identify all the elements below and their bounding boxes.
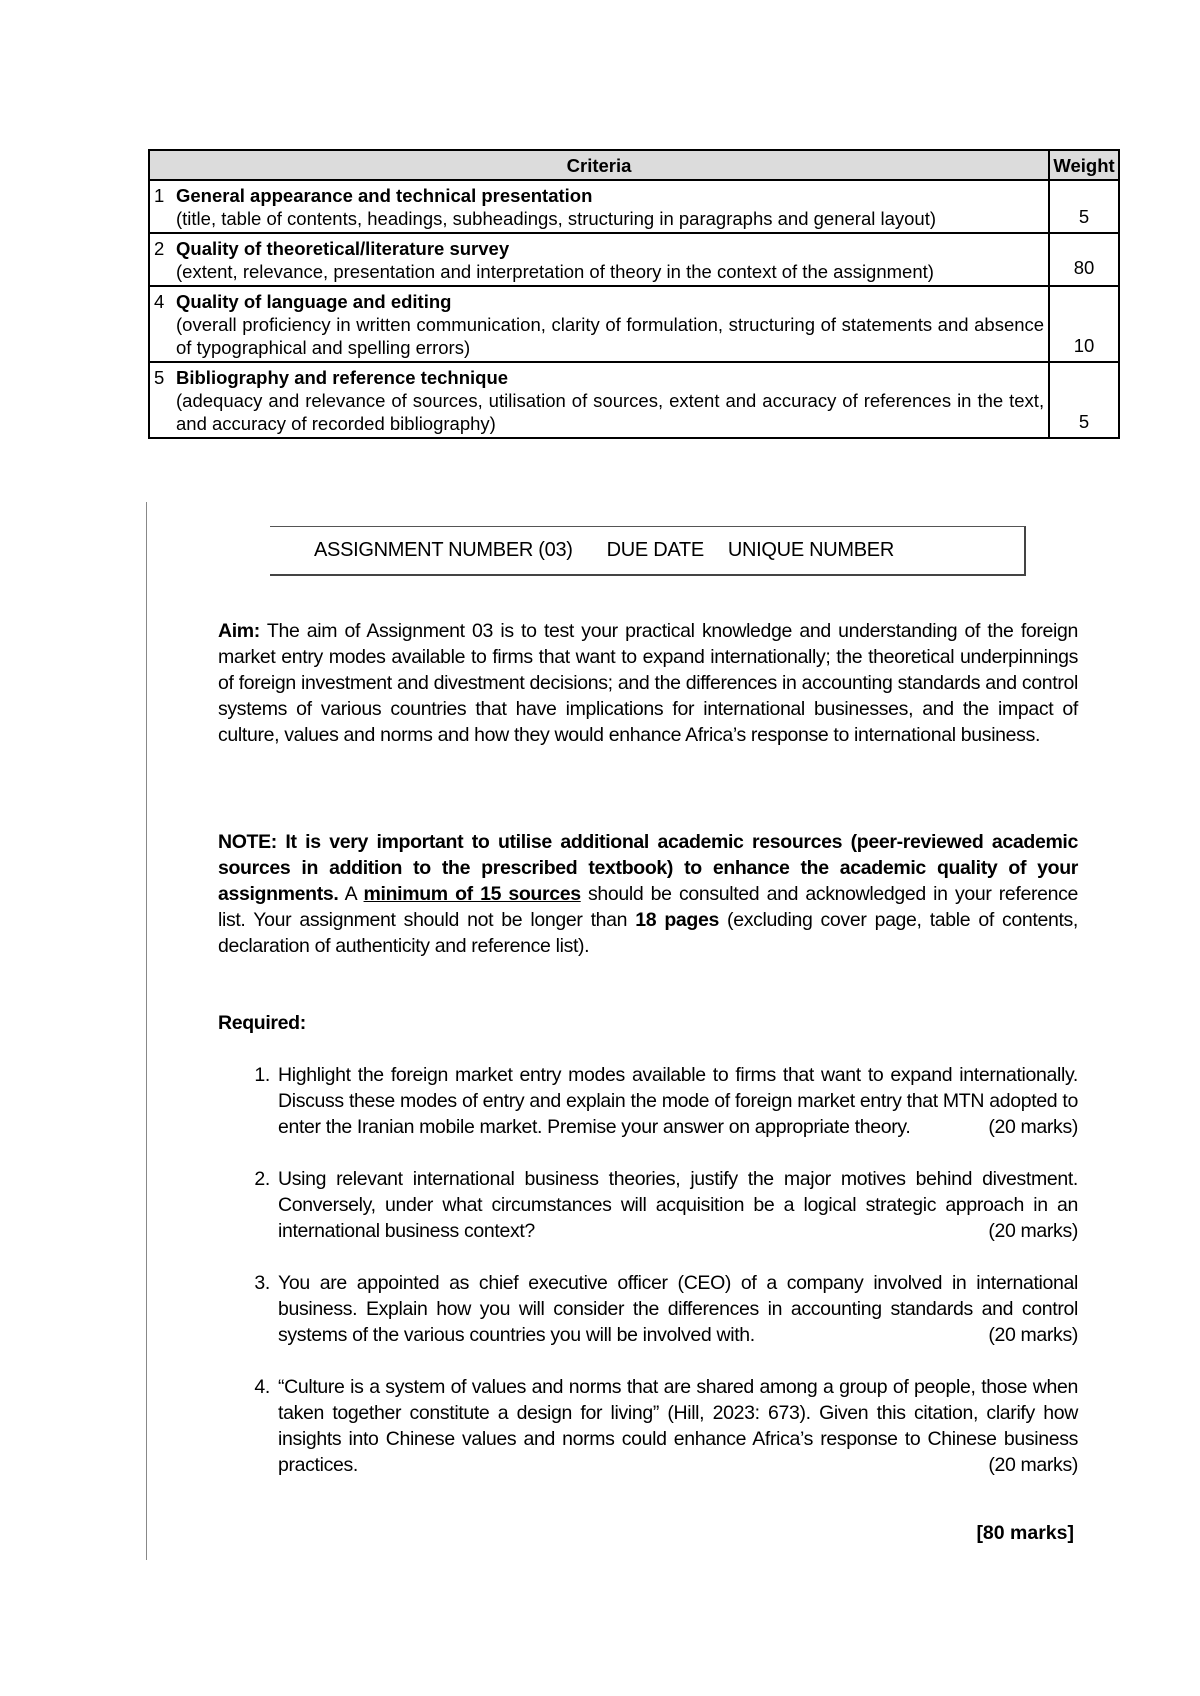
question-marks: (20 marks) <box>988 1324 1078 1346</box>
aim-label: Aim: <box>218 620 260 642</box>
note-text-mid: should be consulted and acknowledged in your reference list. Your assignment should not be longer than <box>218 883 1079 931</box>
criteria-row <box>149 180 1119 233</box>
required-label: Required: <box>218 1012 306 1034</box>
page-limit: 18 pages <box>635 909 719 931</box>
question-text: Highlight the foreign market entry modes available to firms that want to expand internationally. Discuss these modes of entry and explain the mode of foreign market entry that MTN adopted to enter the Iranian mobile market. Premise your answer on appropriate theory. <box>278 1064 1078 1138</box>
note-text-a: A <box>338 883 364 905</box>
criteria-number: 4 <box>154 291 165 312</box>
question-text: You are appointed as chief executive officer (CEO) of a company involved in international business. Explain how you will consider the differences in accounting standards and control systems of the various countries you will be involved with. <box>278 1272 1078 1346</box>
criteria-weight: 80 <box>1049 233 1119 286</box>
question-item <box>218 1374 1078 1478</box>
criteria-header-row <box>149 150 1119 180</box>
question-item <box>218 1166 1078 1244</box>
total-marks: [80 marks] <box>976 1522 1074 1544</box>
weight-header: Weight <box>1049 150 1119 180</box>
question-text: Using relevant international business theories, justify the major motives behind divestment. Conversely, under what circumstances will acquisition be a logical strategic approach in an international business context? <box>278 1168 1078 1242</box>
criteria-description: (extent, relevance, presentation and interpretation of theory in the context of the assignment) <box>176 261 934 282</box>
criteria-description: (adequacy and relevance of sources, utilisation of sources, extent and accuracy of references in the text, and accuracy of recorded bibliography) <box>176 390 1045 434</box>
due-date-label: DUE DATE <box>606 539 704 561</box>
minimum-sources: minimum of 15 sources <box>363 883 581 905</box>
question-text: “Culture is a system of values and norms that are shared among a group of people, those when taken together constitute a design for living” (Hill, 2023: 673). Given this citation, clarify how insights into Chinese values and norms could enhance Africa’s response to Chinese business practices. <box>278 1376 1078 1476</box>
criteria-title: Quality of theoretical/literature survey <box>176 238 510 259</box>
note-text-end: (excluding cover page, table of contents, declaration of authenticity and reference list). <box>218 909 1078 957</box>
criteria-number: 2 <box>154 238 165 259</box>
question-list <box>218 1062 1078 1504</box>
question-number: 4. <box>254 1376 270 1398</box>
page-margin-rule <box>146 502 147 1560</box>
question-number: 2. <box>254 1168 270 1190</box>
criteria-title: Bibliography and reference technique <box>176 367 509 388</box>
criteria-weight: 5 <box>1049 362 1119 438</box>
question-marks: (20 marks) <box>988 1220 1078 1242</box>
criteria-cell <box>149 286 1049 362</box>
question-marks: (20 marks) <box>988 1454 1078 1476</box>
assignment-header-box <box>270 526 1026 576</box>
criteria-weight: 10 <box>1049 286 1119 362</box>
criteria-table <box>148 149 1120 439</box>
aim-paragraph <box>218 618 1078 748</box>
note-bold-text: NOTE: It is very important to utilise additional academic resources (peer-reviewed academic sources in addition to the prescribed textbook) to enhance the academic quality of your assignments. <box>218 831 1078 905</box>
criteria-cell <box>149 233 1049 286</box>
criteria-row <box>149 233 1119 286</box>
question-item <box>218 1270 1078 1348</box>
question-number: 3. <box>254 1272 270 1294</box>
criteria-row <box>149 286 1119 362</box>
criteria-title: General appearance and technical presentation <box>176 185 593 206</box>
criteria-title: Quality of language and editing <box>176 291 452 312</box>
question-item <box>218 1062 1078 1140</box>
criteria-number: 1 <box>154 185 165 206</box>
assignment-number: ASSIGNMENT NUMBER (03) <box>314 539 573 561</box>
criteria-weight: 5 <box>1049 180 1119 233</box>
criteria-description: (title, table of contents, headings, subheadings, structuring in paragraphs and general layout) <box>176 208 937 229</box>
unique-number-label: UNIQUE NUMBER <box>727 539 894 561</box>
criteria-cell <box>149 180 1049 233</box>
note-paragraph <box>218 829 1078 959</box>
question-marks: (20 marks) <box>988 1116 1078 1138</box>
criteria-header: Criteria <box>149 150 1049 180</box>
criteria-number: 5 <box>154 367 165 388</box>
criteria-row <box>149 362 1119 438</box>
criteria-cell <box>149 362 1049 438</box>
criteria-description: (overall proficiency in written communication, clarity of formulation, structuring of statements and absence of typographical and spelling errors) <box>176 314 1045 358</box>
aim-text: The aim of Assignment 03 is to test your practical knowledge and understanding of the foreign market entry modes available to firms that want to expand internationally; the theoretical underpinnings of foreign investment and divestment decisions; and the differences in accounting standards and control systems of various countries that have implications for international businesses, and the impact of culture, values and norms and how they would enhance Africa’s response to international business. <box>218 620 1078 746</box>
question-number: 1. <box>254 1064 270 1086</box>
